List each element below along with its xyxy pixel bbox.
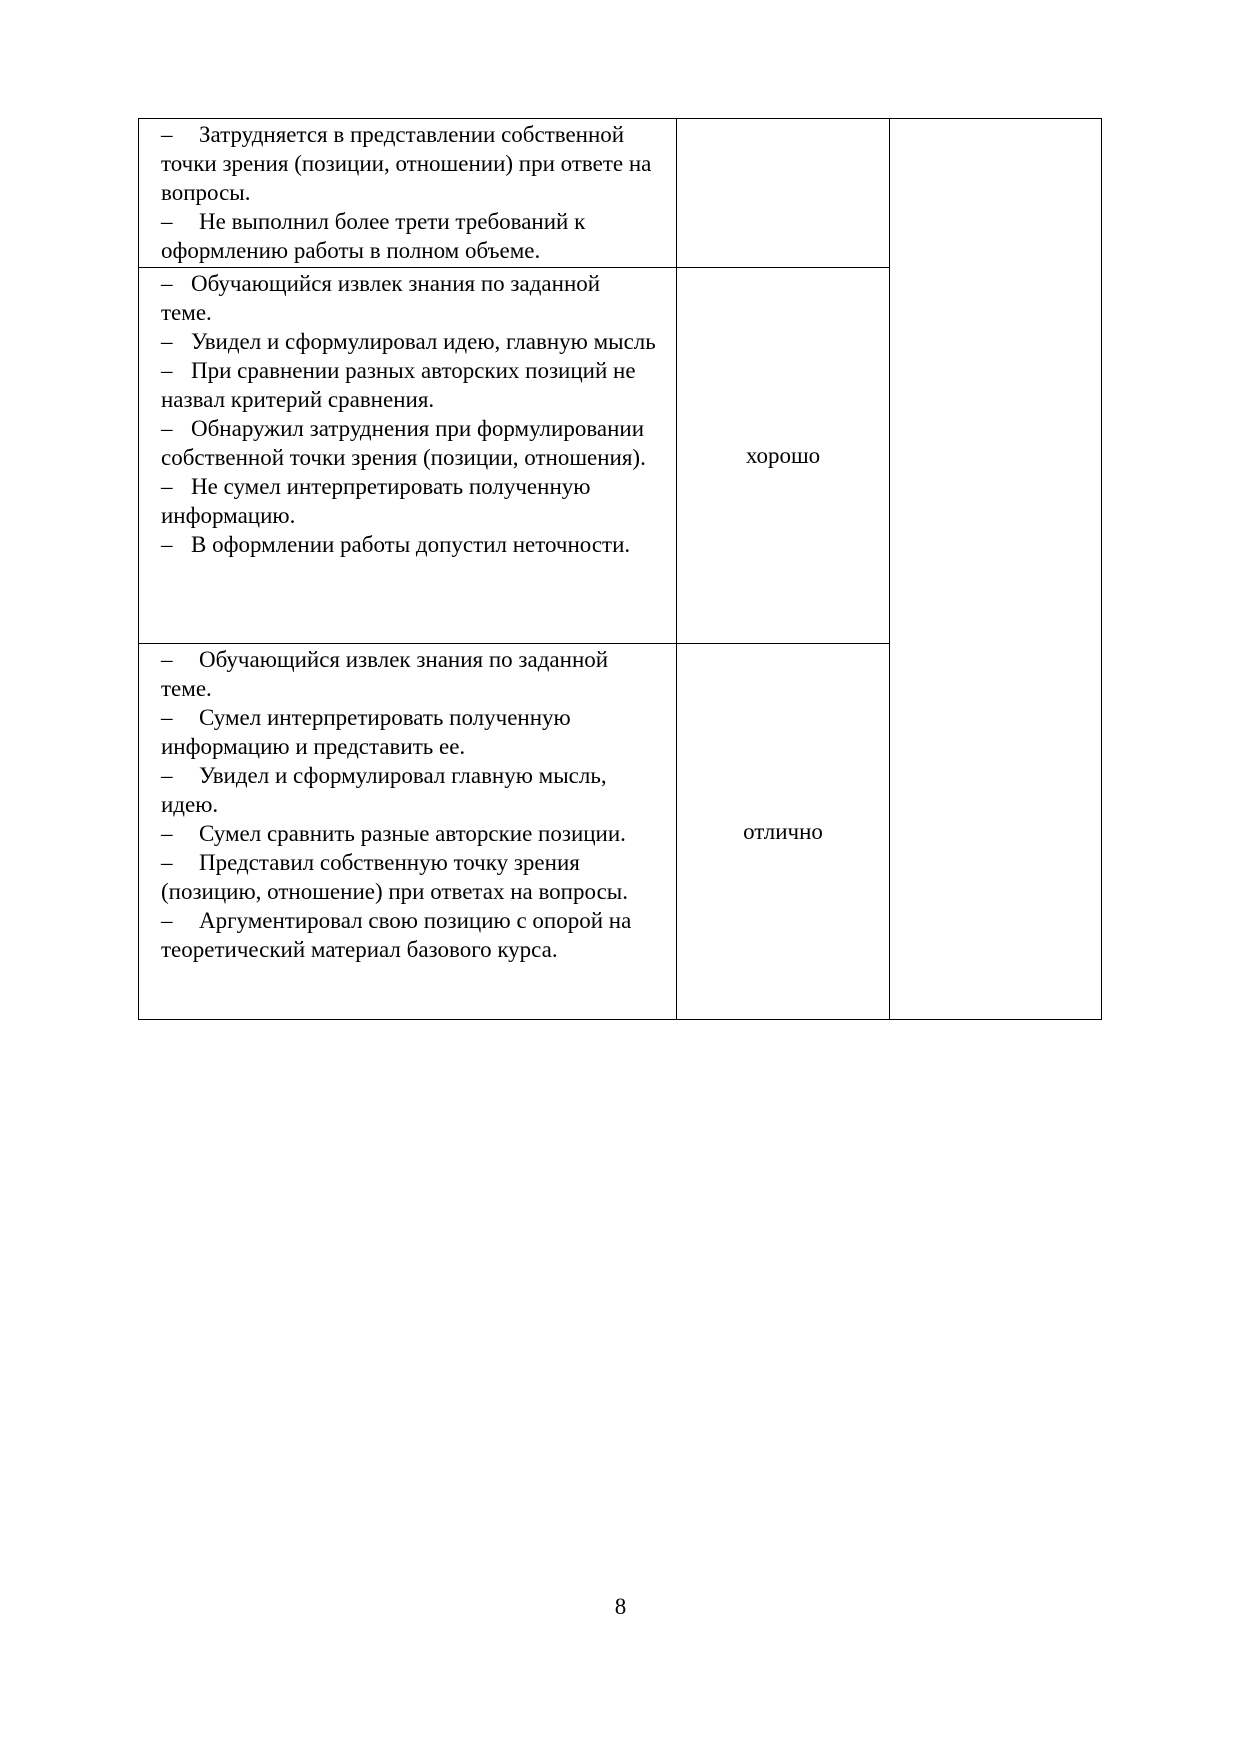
criteria-text: В оформлении работы допустил неточности. [191,532,631,557]
criteria-text: Сумел интерпретировать полученную информацию и представить ее. [161,705,571,759]
grade-cell: отлично [677,644,890,1020]
criteria-item [161,472,656,530]
list-dash: – [161,271,173,296]
empty-column-cell [890,119,1102,1020]
criteria-item [161,848,656,906]
criteria-item [161,269,656,327]
criteria-text: Обнаружил затруднения при формулировании собственной точки зрения (позиции, отношения). [161,416,646,470]
list-dash: – [161,647,173,672]
list-dash: – [161,329,173,354]
criteria-item [161,530,656,559]
criteria-item [161,414,656,472]
criteria-text: Аргументировал свою позицию с опорой на теоретический материал базового курса. [161,908,632,962]
list-dash: – [161,821,173,846]
criteria-item [161,906,656,964]
criteria-text: Обучающийся извлек знания по заданной теме. [161,271,601,325]
criteria-text: Увидел и сформулировал идею, главную мысль [191,329,656,354]
list-dash: – [161,850,173,875]
list-dash: – [161,209,173,234]
table-row [139,119,1102,268]
criteria-cell [139,644,677,1020]
list-dash: – [161,122,173,147]
criteria-item [161,819,656,848]
list-dash: – [161,908,173,933]
list-dash: – [161,358,173,383]
list-dash: – [161,532,173,557]
criteria-item [161,120,656,207]
criteria-text: Представил собственную точку зрения (позицию, отношение) при ответах на вопросы. [161,850,628,904]
grading-criteria-table [138,118,1102,1020]
list-dash: – [161,474,173,499]
criteria-text: Затрудняется в представлении собственной точки зрения (позиции, отношении) при ответе на вопросы. [161,122,652,205]
grade-cell [677,119,890,268]
criteria-text: Не сумел интерпретировать полученную информацию. [161,474,591,528]
criteria-item [161,761,656,819]
grade-cell: хорошо [677,268,890,644]
criteria-text: Обучающийся извлек знания по заданной теме. [161,647,609,701]
criteria-item [161,703,656,761]
criteria-item [161,356,656,414]
criteria-item [161,207,656,265]
criteria-text: Не выполнил более трети требований к оформлению работы в полном объеме. [161,209,586,263]
list-dash: – [161,416,173,441]
criteria-text: При сравнении разных авторских позиций не назвал критерий сравнения. [161,358,636,412]
list-dash: – [161,763,173,788]
criteria-cell [139,268,677,644]
list-dash: – [161,705,173,730]
page-number: 8 [614,1594,627,1619]
criteria-item [161,327,656,356]
criteria-text: Увидел и сформулировал главную мысль, идею. [161,763,607,817]
criteria-item [161,645,656,703]
criteria-cell [139,119,677,268]
criteria-text: Сумел сравнить разные авторские позиции. [199,821,626,846]
